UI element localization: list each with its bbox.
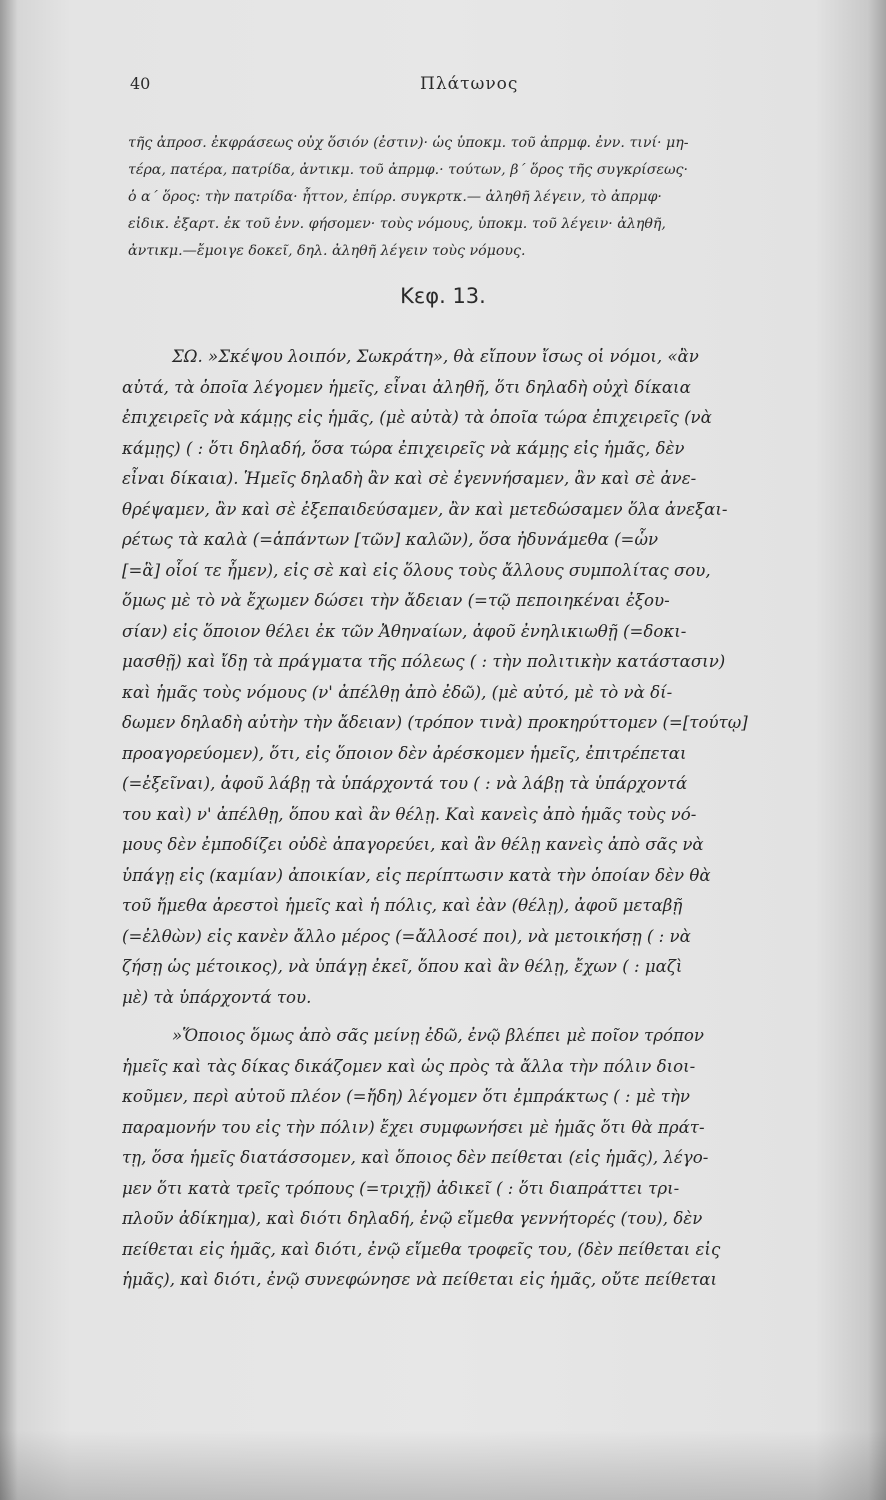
text-line: (=ἐξεῖναι), ἀφοῦ λάβῃ τὰ ὑπάρχοντά του ( : νὰ λάβῃ τὰ ὑπάρχοντά	[122, 774, 688, 793]
notes-block	[128, 130, 840, 265]
text-line: αὐτά, τὰ ὁποῖα λέγομεν ἡμεῖς, εἶναι ἀληθῆ, ὅτι δηλαδὴ οὐχὶ δίκαια	[122, 377, 691, 397]
text-line: ρέτως τὰ καλὰ (=ἁπάντων [τῶν] καλῶν), ὅσα ἠδυνάμεθα (=ὧν	[122, 530, 659, 549]
text-line: πλοῦν ἀδίκημα), καὶ διότι δηλαδή, ἐνῷ εἴμεθα γεννήτορές (του), δὲν	[122, 1209, 703, 1228]
text-line: ζήσῃ ὡς μέτοικος), νὰ ὑπάγῃ ἐκεῖ, ὅπου καὶ ἂν θέλῃ, ἔχων ( : μαζὶ	[122, 957, 683, 976]
text-line: μεν ὅτι κατὰ τρεῖς τρόπους (=τριχῇ) ἀδικεῖ ( : ὅτι διαπράττει τρι-	[122, 1178, 680, 1198]
text-line: θρέψαμεν, ἂν καὶ σὲ ἐξεπαιδεύσαμεν, ἂν καὶ μετεδώσαμεν ὅλα ἀνεξαι-	[122, 499, 728, 519]
text-line: τῃ, ὅσα ἡμεῖς διατάσσομεν, καὶ ὅποιος δὲν πείθεται (εἰς ἡμᾶς), λέγο-	[122, 1148, 709, 1167]
note-line: εἰδικ. ἐξαρτ. ἐκ τοῦ ἐνν. φήσομεν· τοὺς νόμους, ὑποκμ. τοῦ λέγειν· ἀληθῆ,	[128, 216, 666, 232]
text-line: ὅμως μὲ τὸ νὰ ἔχωμεν δώσει τὴν ἄδειαν (=τῷ πεποιηκέναι ἐξου-	[122, 591, 670, 610]
text-line: δωμεν δηλαδὴ αὐτὴν τὴν ἄδειαν) (τρόπον τινὰ) προκηρύττομεν (=[τούτῳ]	[122, 713, 748, 732]
text-line: ΣΩ. »Σκέψου λοιπόν, Σωκράτη», θὰ εἴπουν ἴσως οἱ νόμοι, «ἂν	[172, 347, 699, 366]
page-header	[120, 74, 840, 100]
text-line: κάμῃς) ( : ὅτι δηλαδή, ὅσα τώρα ἐπιχειρεῖς νὰ κάμῃς εἰς ἡμᾶς, δὲν	[122, 438, 685, 458]
text-line: ἡμεῖς καὶ τὰς δίκας δικάζομεν καὶ ὡς πρὸς τὰ ἄλλα τὴν πόλιν διοι-	[122, 1056, 696, 1076]
text-line: κοῦμεν, περὶ αὐτοῦ πλέον (=ἤδη) λέγομεν ὅτι ἐμπράκτως ( : μὲ τὴν	[122, 1087, 690, 1106]
text-line: [=ἃ] οἷοί τε ἦμεν), εἰς σὲ καὶ εἰς ὅλους τοὺς ἄλλους συμπολίτας σου,	[122, 560, 711, 580]
text-line: προαγορεύομεν), ὅτι, εἰς ὅποιον δὲν ἀρέσκομεν ἡμεῖς, ἐπιτρέπεται	[122, 743, 687, 763]
text-line: ὑπάγῃ εἰς (καμίαν) ἀποικίαν, εἰς περίπτωσιν κατὰ τὴν ὁποίαν δὲν θὰ	[122, 865, 711, 885]
note-line: ὁ α΄ ὅρος: τὴν πατρίδα· ἧττον, ἐπίρρ. συγκρτκ.— ἀληθῆ λέγειν, τὸ ἀπρμφ·	[128, 189, 662, 205]
text-line: μασθῇ) καὶ ἴδῃ τὰ πράγματα τῆς πόλεως ( : τὴν πολιτικὴν κατάστασιν)	[122, 652, 726, 671]
paragraph-gap	[122, 1013, 842, 1021]
text-line: πείθεται εἰς ἡμᾶς, καὶ διότι, ἐνῷ εἴμεθα τροφεῖς του, (δὲν πείθεται εἰς	[122, 1239, 721, 1259]
running-title: Πλάτωνος	[420, 74, 519, 94]
text-line: καὶ ἡμᾶς τοὺς νόμους (ν' ἀπέλθῃ ἀπὸ ἐδῶ), (μὲ αὐτό, μὲ τὸ νὰ δί-	[122, 682, 673, 702]
page-shadow	[0, 1430, 886, 1500]
text-line: ἐπιχειρεῖς νὰ κάμῃς εἰς ἡμᾶς, (μὲ αὐτὰ) τὰ ὁποῖα τώρα ἐπιχειρεῖς (νὰ	[122, 408, 712, 427]
text-line: εἶναι δίκαια). Ἡμεῖς δηλαδὴ ἂν καὶ σὲ ἐγεννήσαμεν, ἂν καὶ σὲ ἀνε-	[122, 469, 697, 488]
note-line: τῆς ἀπροσ. ἐκφράσεως οὐχ ὅσιόν (ἐστιν)· ὡς ὑποκμ. τοῦ ἀπρμφ. ἐνν. τινί· μη-	[128, 135, 689, 151]
text-line: »Ὅποιος ὅμως ἀπὸ σᾶς μείνῃ ἐδῶ, ἐνῷ βλέπει μὲ ποῖον τρόπον	[172, 1026, 704, 1045]
page-number: 40	[130, 74, 151, 93]
text-line: του καὶ) ν' ἀπέλθῃ, ὅπου καὶ ἂν θέλῃ. Καὶ κανεὶς ἀπὸ ἡμᾶς τοὺς νό-	[122, 804, 697, 824]
text-line: (=ἐλθὼν) εἰς κανὲν ἄλλο μέρος (=ἄλλοσέ ποι), νὰ μετοικήσῃ ( : νὰ	[122, 926, 691, 946]
note-line: ἀντικμ.—ἔμοιγε δοκεῖ, δηλ. ἀληθῆ λέγειν τοὺς νόμους.	[128, 243, 526, 259]
text-line: μὲ) τὰ ὑπάρχοντά του.	[122, 987, 312, 1007]
chapter-heading: Κεφ. 13.	[400, 284, 486, 308]
text-line: σίαν) εἰς ὅποιον θέλει ἐκ τῶν Ἀθηναίων, ἀφοῦ ἐνηλικιωθῇ (=δοκι-	[122, 621, 687, 641]
text-line: παραμονήν του εἰς τὴν πόλιν) ἔχει συμφωνήσει μὲ ἡμᾶς ὅτι θὰ πράτ-	[122, 1117, 705, 1137]
text-line: μους δὲν ἐμποδίζει οὐδὲ ἀπαγορεύει, καὶ ἂν θέλῃ κανεὶς ἀπὸ σᾶς νὰ	[122, 835, 704, 854]
note-line: τέρα, πατέρα, πατρίδα, ἀντικμ. τοῦ ἀπρμφ.· τούτων, β΄ ὅρος τῆς συγκρίσεως·	[128, 162, 689, 178]
main-text	[122, 342, 842, 1296]
text-line: ἡμᾶς), καὶ διότι, ἐνῷ συνεφώνησε νὰ πείθεται εἰς ἡμᾶς, οὔτε πείθεται	[122, 1270, 717, 1289]
text-line: τοῦ ἤμεθα ἀρεστοὶ ἡμεῖς καὶ ἡ πόλις, καὶ ἐὰν (θέλῃ), ἀφοῦ μεταβῇ	[122, 896, 683, 915]
